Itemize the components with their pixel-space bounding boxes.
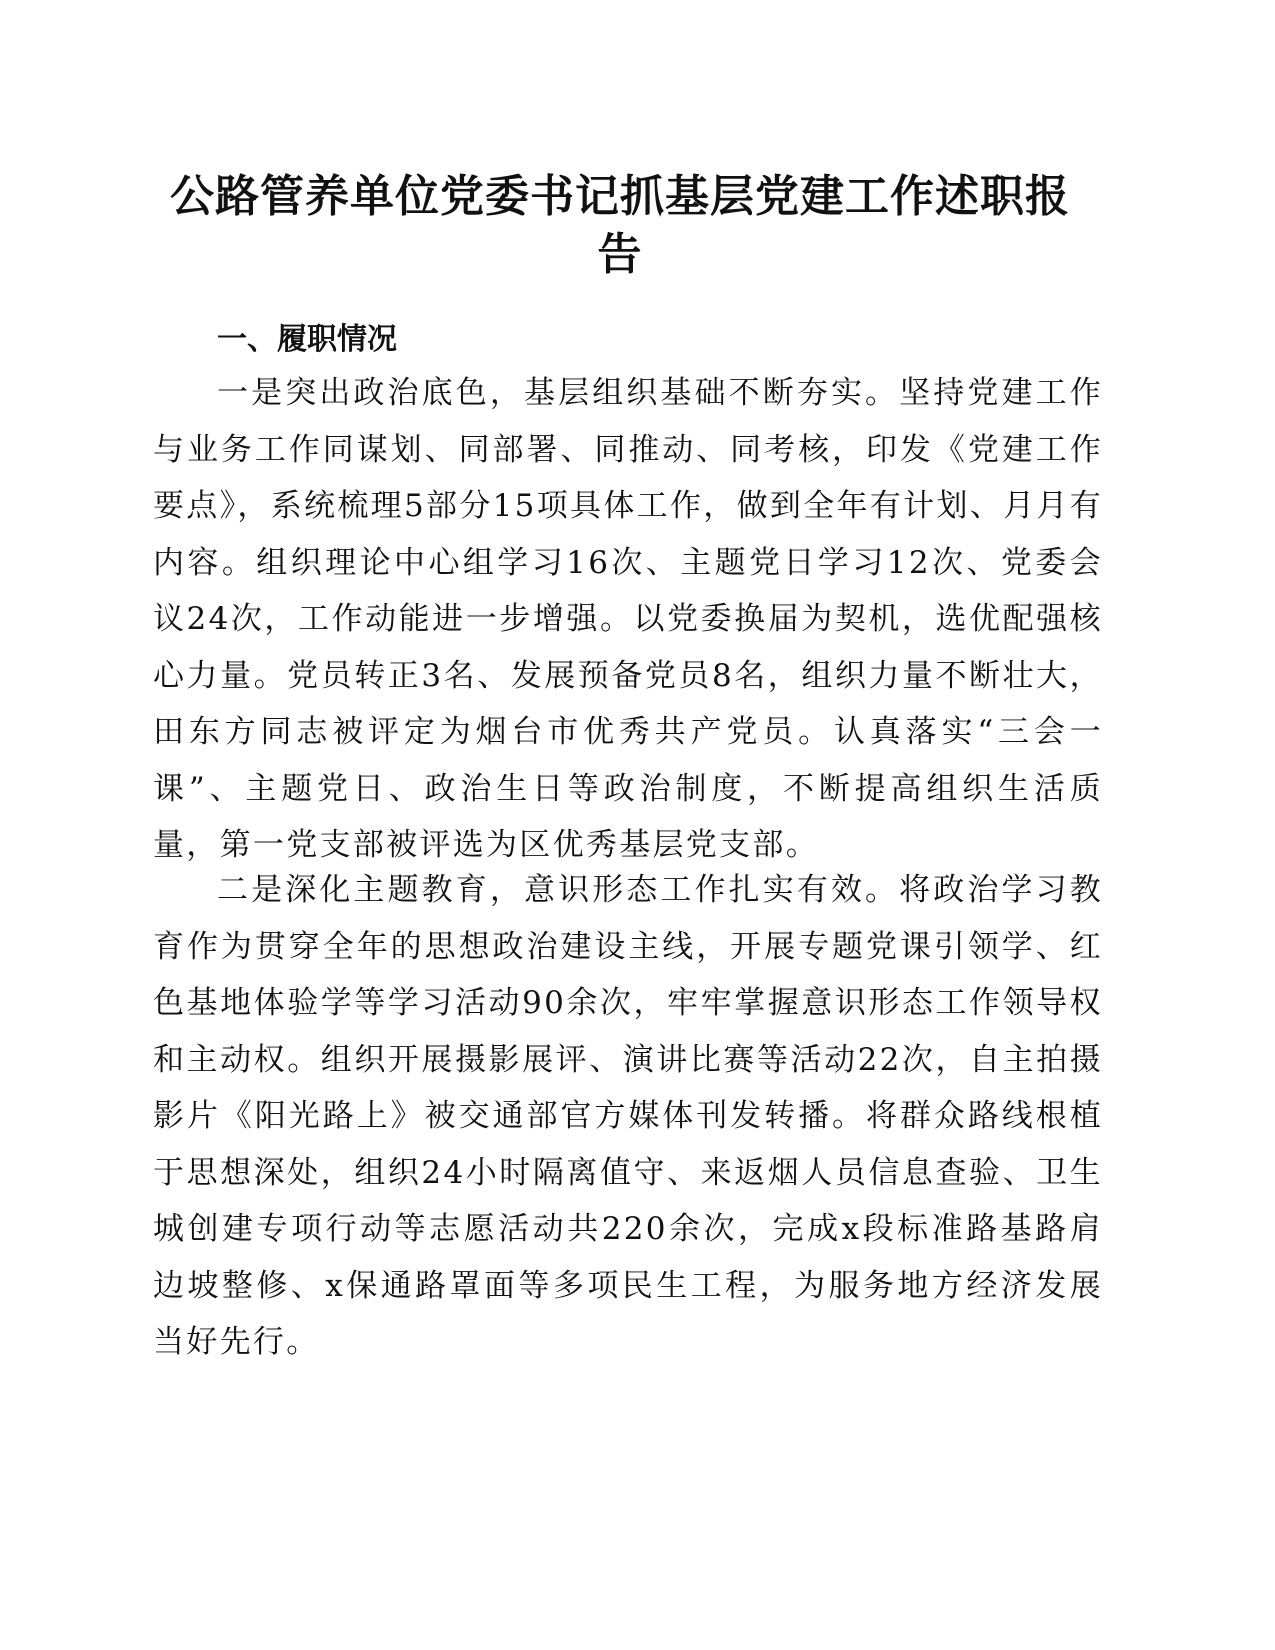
- document-title: 公路管养单位党委书记抓基层党建工作述职报告: [170, 171, 1070, 280]
- section-heading: 一、履职情况: [217, 322, 397, 357]
- paragraph-1: 一是突出政治底色，基层组织基础不断夯实。坚持党建工作与业务工作同谋划、同部署、同推动、同考核，印发《党建工作要点》，系统梳理5部分15项具体工作，做到全年有计划、月月有内容。组织理论中心组学习16次、主题党日学习12次、党委会议24次，工作动能进一步增强。以党委换届为契机，选优配强核心力量。党员转正3名、发展预备党员8名，组织力量不断壮大，田东方同志被评定为烟台市优秀共产党员。认真落实“三会一课”、主题党日、政治生日等政治制度，不断提高组织生活质量，第一党支部被评选为区优秀基层党支部。: [153, 375, 1103, 863]
- paragraph-2: 二是深化主题教育，意识形态工作扎实有效。将政治学习教育作为贯穿全年的思想政治建设主线，开展专题党课引领学、红色基地体验学等学习活动90余次，牢牢掌握意识形态工作领导权和主动权。组织开展摄影展评、演讲比赛等活动22次，自主拍摄影片《阳光路上》被交通部官方媒体刊发转播。将群众路线根植于思想深处，组织24小时隔离值守、来返烟人员信息查验、卫生城创建专项行动等志愿活动共220余次，完成x段标准路基路肩边坡整修、x保通路罩面等多项民生工程，为服务地方经济发展当好先行。: [153, 872, 1103, 1360]
